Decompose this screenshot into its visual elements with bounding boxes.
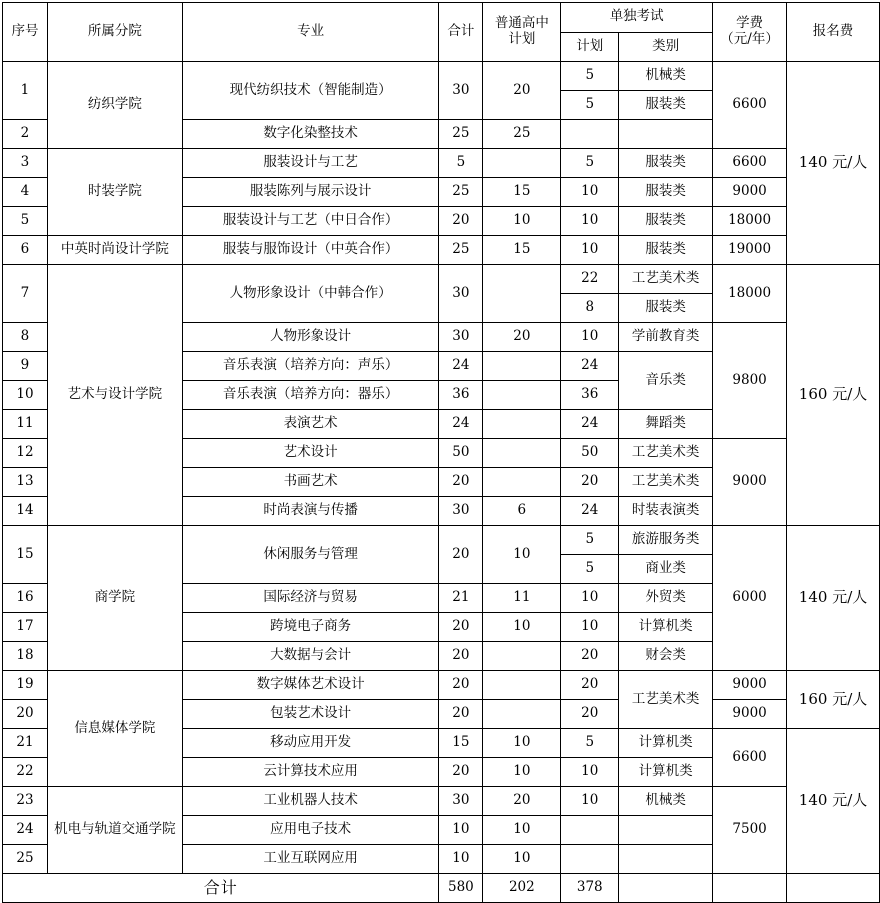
totals-row	[3, 874, 880, 903]
general-plan-cell	[483, 352, 561, 381]
row-index: 10	[3, 381, 48, 410]
sep-plan-cell: 10	[561, 758, 619, 787]
total-cell: 25	[439, 178, 483, 207]
row-index: 2	[3, 120, 48, 149]
sep-plan-cell: 10	[561, 613, 619, 642]
header-general-plan: 普通高中 计划	[483, 3, 561, 62]
totals-general: 202	[483, 874, 561, 903]
sep-plan-cell: 22	[561, 265, 619, 294]
table-row	[3, 671, 880, 700]
general-plan-cell	[483, 149, 561, 178]
tuition-cell: 18000	[713, 207, 787, 236]
sep-plan-cell: 20	[561, 468, 619, 497]
category-cell: 工艺美术类	[619, 671, 713, 729]
sep-plan-cell: 20	[561, 700, 619, 729]
row-index: 8	[3, 323, 48, 352]
totals-empty-fee	[787, 874, 880, 903]
tuition-cell: 6000	[713, 526, 787, 671]
sep-plan-cell: 10	[561, 236, 619, 265]
major-cell: 服装设计与工艺（中日合作）	[182, 207, 439, 236]
general-plan-cell	[483, 381, 561, 410]
general-plan-cell: 6	[483, 497, 561, 526]
tuition-cell: 6600	[713, 62, 787, 149]
major-cell: 数字媒体艺术设计	[182, 671, 439, 700]
row-index: 15	[3, 526, 48, 584]
category-cell: 舞蹈类	[619, 410, 713, 439]
row-index: 3	[3, 149, 48, 178]
major-cell: 服装陈列与展示设计	[182, 178, 439, 207]
sep-plan-cell: 50	[561, 439, 619, 468]
total-cell: 20	[439, 642, 483, 671]
college-cell: 纺织学院	[47, 62, 182, 149]
total-cell: 20	[439, 207, 483, 236]
sep-plan-cell	[561, 816, 619, 845]
header-tuition: 学费 （元/年）	[713, 3, 787, 62]
table-row	[3, 526, 880, 555]
totals-empty-tuition	[713, 874, 787, 903]
category-cell: 机械类	[619, 62, 713, 91]
total-cell: 30	[439, 62, 483, 120]
table-row	[3, 787, 880, 816]
reg-fee-cell: 140 元/人	[787, 526, 880, 671]
category-cell: 财会类	[619, 642, 713, 671]
category-cell: 音乐类	[619, 352, 713, 410]
category-cell: 服装类	[619, 178, 713, 207]
major-cell: 工业互联网应用	[182, 845, 439, 874]
sep-plan-cell: 24	[561, 410, 619, 439]
tuition-cell: 6600	[713, 149, 787, 178]
total-cell: 15	[439, 729, 483, 758]
header-sep-plan: 计划	[561, 32, 619, 62]
major-cell: 音乐表演（培养方向：声乐）	[182, 352, 439, 381]
totals-separate: 378	[561, 874, 619, 903]
major-cell: 书画艺术	[182, 468, 439, 497]
general-plan-cell: 20	[483, 787, 561, 816]
sep-plan-cell: 10	[561, 584, 619, 613]
total-cell: 50	[439, 439, 483, 468]
category-cell	[619, 845, 713, 874]
header-index: 序号	[3, 3, 48, 62]
major-cell: 人物形象设计（中韩合作）	[182, 265, 439, 323]
sep-plan-cell: 10	[561, 323, 619, 352]
general-plan-cell: 11	[483, 584, 561, 613]
total-cell: 10	[439, 816, 483, 845]
total-cell: 20	[439, 700, 483, 729]
sep-plan-cell	[561, 845, 619, 874]
tuition-cell: 18000	[713, 265, 787, 323]
sep-plan-cell: 24	[561, 497, 619, 526]
header-separate-exam: 单独考试	[561, 3, 713, 33]
major-cell: 包装艺术设计	[182, 700, 439, 729]
general-plan-cell: 10	[483, 729, 561, 758]
general-plan-cell: 10	[483, 207, 561, 236]
total-cell: 20	[439, 526, 483, 584]
header-major: 专业	[182, 3, 439, 62]
tuition-cell: 19000	[713, 236, 787, 265]
sep-plan-cell: 36	[561, 381, 619, 410]
row-index: 25	[3, 845, 48, 874]
category-cell: 外贸类	[619, 584, 713, 613]
sep-plan-cell: 5	[561, 149, 619, 178]
row-index: 19	[3, 671, 48, 700]
sep-plan-cell: 20	[561, 642, 619, 671]
major-cell: 音乐表演（培养方向：器乐）	[182, 381, 439, 410]
row-index: 16	[3, 584, 48, 613]
header-total: 合计	[439, 3, 483, 62]
total-cell: 5	[439, 149, 483, 178]
enrollment-plan-table	[2, 2, 880, 903]
general-plan-cell	[483, 642, 561, 671]
category-cell: 学前教育类	[619, 323, 713, 352]
table-row	[3, 62, 880, 91]
sep-plan-cell: 5	[561, 729, 619, 758]
category-cell: 旅游服务类	[619, 526, 713, 555]
row-index: 22	[3, 758, 48, 787]
total-cell: 30	[439, 323, 483, 352]
major-cell: 跨境电子商务	[182, 613, 439, 642]
category-cell: 计算机类	[619, 758, 713, 787]
header-reg-fee: 报名费	[787, 3, 880, 62]
total-cell: 21	[439, 584, 483, 613]
total-cell: 25	[439, 236, 483, 265]
sep-plan-cell: 10	[561, 207, 619, 236]
general-plan-cell: 10	[483, 816, 561, 845]
college-cell: 商学院	[47, 526, 182, 671]
major-cell: 工业机器人技术	[182, 787, 439, 816]
sep-plan-cell: 5	[561, 555, 619, 584]
category-cell	[619, 120, 713, 149]
row-index: 14	[3, 497, 48, 526]
category-cell: 服装类	[619, 207, 713, 236]
row-index: 7	[3, 265, 48, 323]
reg-fee-cell: 140 元/人	[787, 729, 880, 874]
total-cell: 30	[439, 497, 483, 526]
total-cell: 30	[439, 265, 483, 323]
sep-plan-cell: 20	[561, 671, 619, 700]
total-cell: 24	[439, 410, 483, 439]
major-cell: 应用电子技术	[182, 816, 439, 845]
row-index: 21	[3, 729, 48, 758]
general-plan-cell: 20	[483, 62, 561, 120]
total-cell: 10	[439, 845, 483, 874]
totals-total: 580	[439, 874, 483, 903]
row-index: 1	[3, 62, 48, 120]
row-index: 17	[3, 613, 48, 642]
row-index: 11	[3, 410, 48, 439]
general-plan-cell	[483, 410, 561, 439]
reg-fee-cell: 160 元/人	[787, 265, 880, 526]
sep-plan-cell: 8	[561, 294, 619, 323]
total-cell: 24	[439, 352, 483, 381]
sep-plan-cell: 5	[561, 91, 619, 120]
row-index: 20	[3, 700, 48, 729]
college-cell: 艺术与设计学院	[47, 265, 182, 526]
total-cell: 25	[439, 120, 483, 149]
row-index: 13	[3, 468, 48, 497]
category-cell: 服装类	[619, 149, 713, 178]
major-cell: 服装与服饰设计（中英合作）	[182, 236, 439, 265]
general-plan-cell	[483, 700, 561, 729]
college-cell: 中英时尚设计学院	[47, 236, 182, 265]
total-cell: 20	[439, 671, 483, 700]
row-index: 23	[3, 787, 48, 816]
sep-plan-cell: 24	[561, 352, 619, 381]
category-cell: 服装类	[619, 236, 713, 265]
major-cell: 人物形象设计	[182, 323, 439, 352]
total-cell: 30	[439, 787, 483, 816]
category-cell: 服装类	[619, 294, 713, 323]
category-cell: 时装表演类	[619, 497, 713, 526]
reg-fee-cell: 160 元/人	[787, 671, 880, 729]
category-cell: 计算机类	[619, 729, 713, 758]
major-cell: 云计算技术应用	[182, 758, 439, 787]
college-cell: 时装学院	[47, 149, 182, 236]
general-plan-cell	[483, 671, 561, 700]
header-college: 所属分院	[47, 3, 182, 62]
category-cell: 工艺美术类	[619, 265, 713, 294]
major-cell: 休闲服务与管理	[182, 526, 439, 584]
category-cell: 计算机类	[619, 613, 713, 642]
totals-label: 合计	[3, 874, 439, 903]
sep-plan-cell: 10	[561, 787, 619, 816]
college-cell: 信息媒体学院	[47, 671, 182, 787]
tuition-cell: 9000	[713, 700, 787, 729]
row-index: 24	[3, 816, 48, 845]
major-cell: 时尚表演与传播	[182, 497, 439, 526]
sep-plan-cell: 5	[561, 62, 619, 91]
row-index: 18	[3, 642, 48, 671]
tuition-cell: 9800	[713, 323, 787, 439]
category-cell: 商业类	[619, 555, 713, 584]
general-plan-cell: 25	[483, 120, 561, 149]
major-cell: 表演艺术	[182, 410, 439, 439]
general-plan-cell: 20	[483, 323, 561, 352]
major-cell: 大数据与会计	[182, 642, 439, 671]
general-plan-cell	[483, 265, 561, 323]
header-row	[3, 3, 880, 33]
category-cell: 工艺美术类	[619, 468, 713, 497]
tuition-cell: 9000	[713, 439, 787, 526]
major-cell: 移动应用开发	[182, 729, 439, 758]
general-plan-cell: 15	[483, 236, 561, 265]
sep-plan-cell: 5	[561, 526, 619, 555]
general-plan-cell	[483, 468, 561, 497]
reg-fee-cell: 140 元/人	[787, 62, 880, 265]
general-plan-cell: 10	[483, 526, 561, 584]
general-plan-cell: 10	[483, 758, 561, 787]
category-cell: 机械类	[619, 787, 713, 816]
tuition-cell: 6600	[713, 729, 787, 787]
tuition-cell: 9000	[713, 671, 787, 700]
tuition-cell: 9000	[713, 178, 787, 207]
table-row	[3, 149, 880, 178]
row-index: 4	[3, 178, 48, 207]
category-cell	[619, 816, 713, 845]
table-row	[3, 265, 880, 294]
row-index: 6	[3, 236, 48, 265]
major-cell: 服装设计与工艺	[182, 149, 439, 178]
row-index: 9	[3, 352, 48, 381]
sep-plan-cell	[561, 120, 619, 149]
major-cell: 现代纺织技术（智能制造）	[182, 62, 439, 120]
row-index: 5	[3, 207, 48, 236]
totals-empty-category	[619, 874, 713, 903]
major-cell: 艺术设计	[182, 439, 439, 468]
major-cell: 数字化染整技术	[182, 120, 439, 149]
general-plan-cell	[483, 439, 561, 468]
table-row	[3, 236, 880, 265]
row-index: 12	[3, 439, 48, 468]
general-plan-cell: 10	[483, 845, 561, 874]
total-cell: 20	[439, 468, 483, 497]
category-cell: 服装类	[619, 91, 713, 120]
total-cell: 20	[439, 758, 483, 787]
major-cell: 国际经济与贸易	[182, 584, 439, 613]
college-cell: 机电与轨道交通学院	[47, 787, 182, 874]
general-plan-cell: 15	[483, 178, 561, 207]
tuition-cell: 7500	[713, 787, 787, 874]
general-plan-cell: 10	[483, 613, 561, 642]
total-cell: 36	[439, 381, 483, 410]
sep-plan-cell: 10	[561, 178, 619, 207]
header-sep-category: 类别	[619, 32, 713, 62]
total-cell: 20	[439, 613, 483, 642]
category-cell: 工艺美术类	[619, 439, 713, 468]
